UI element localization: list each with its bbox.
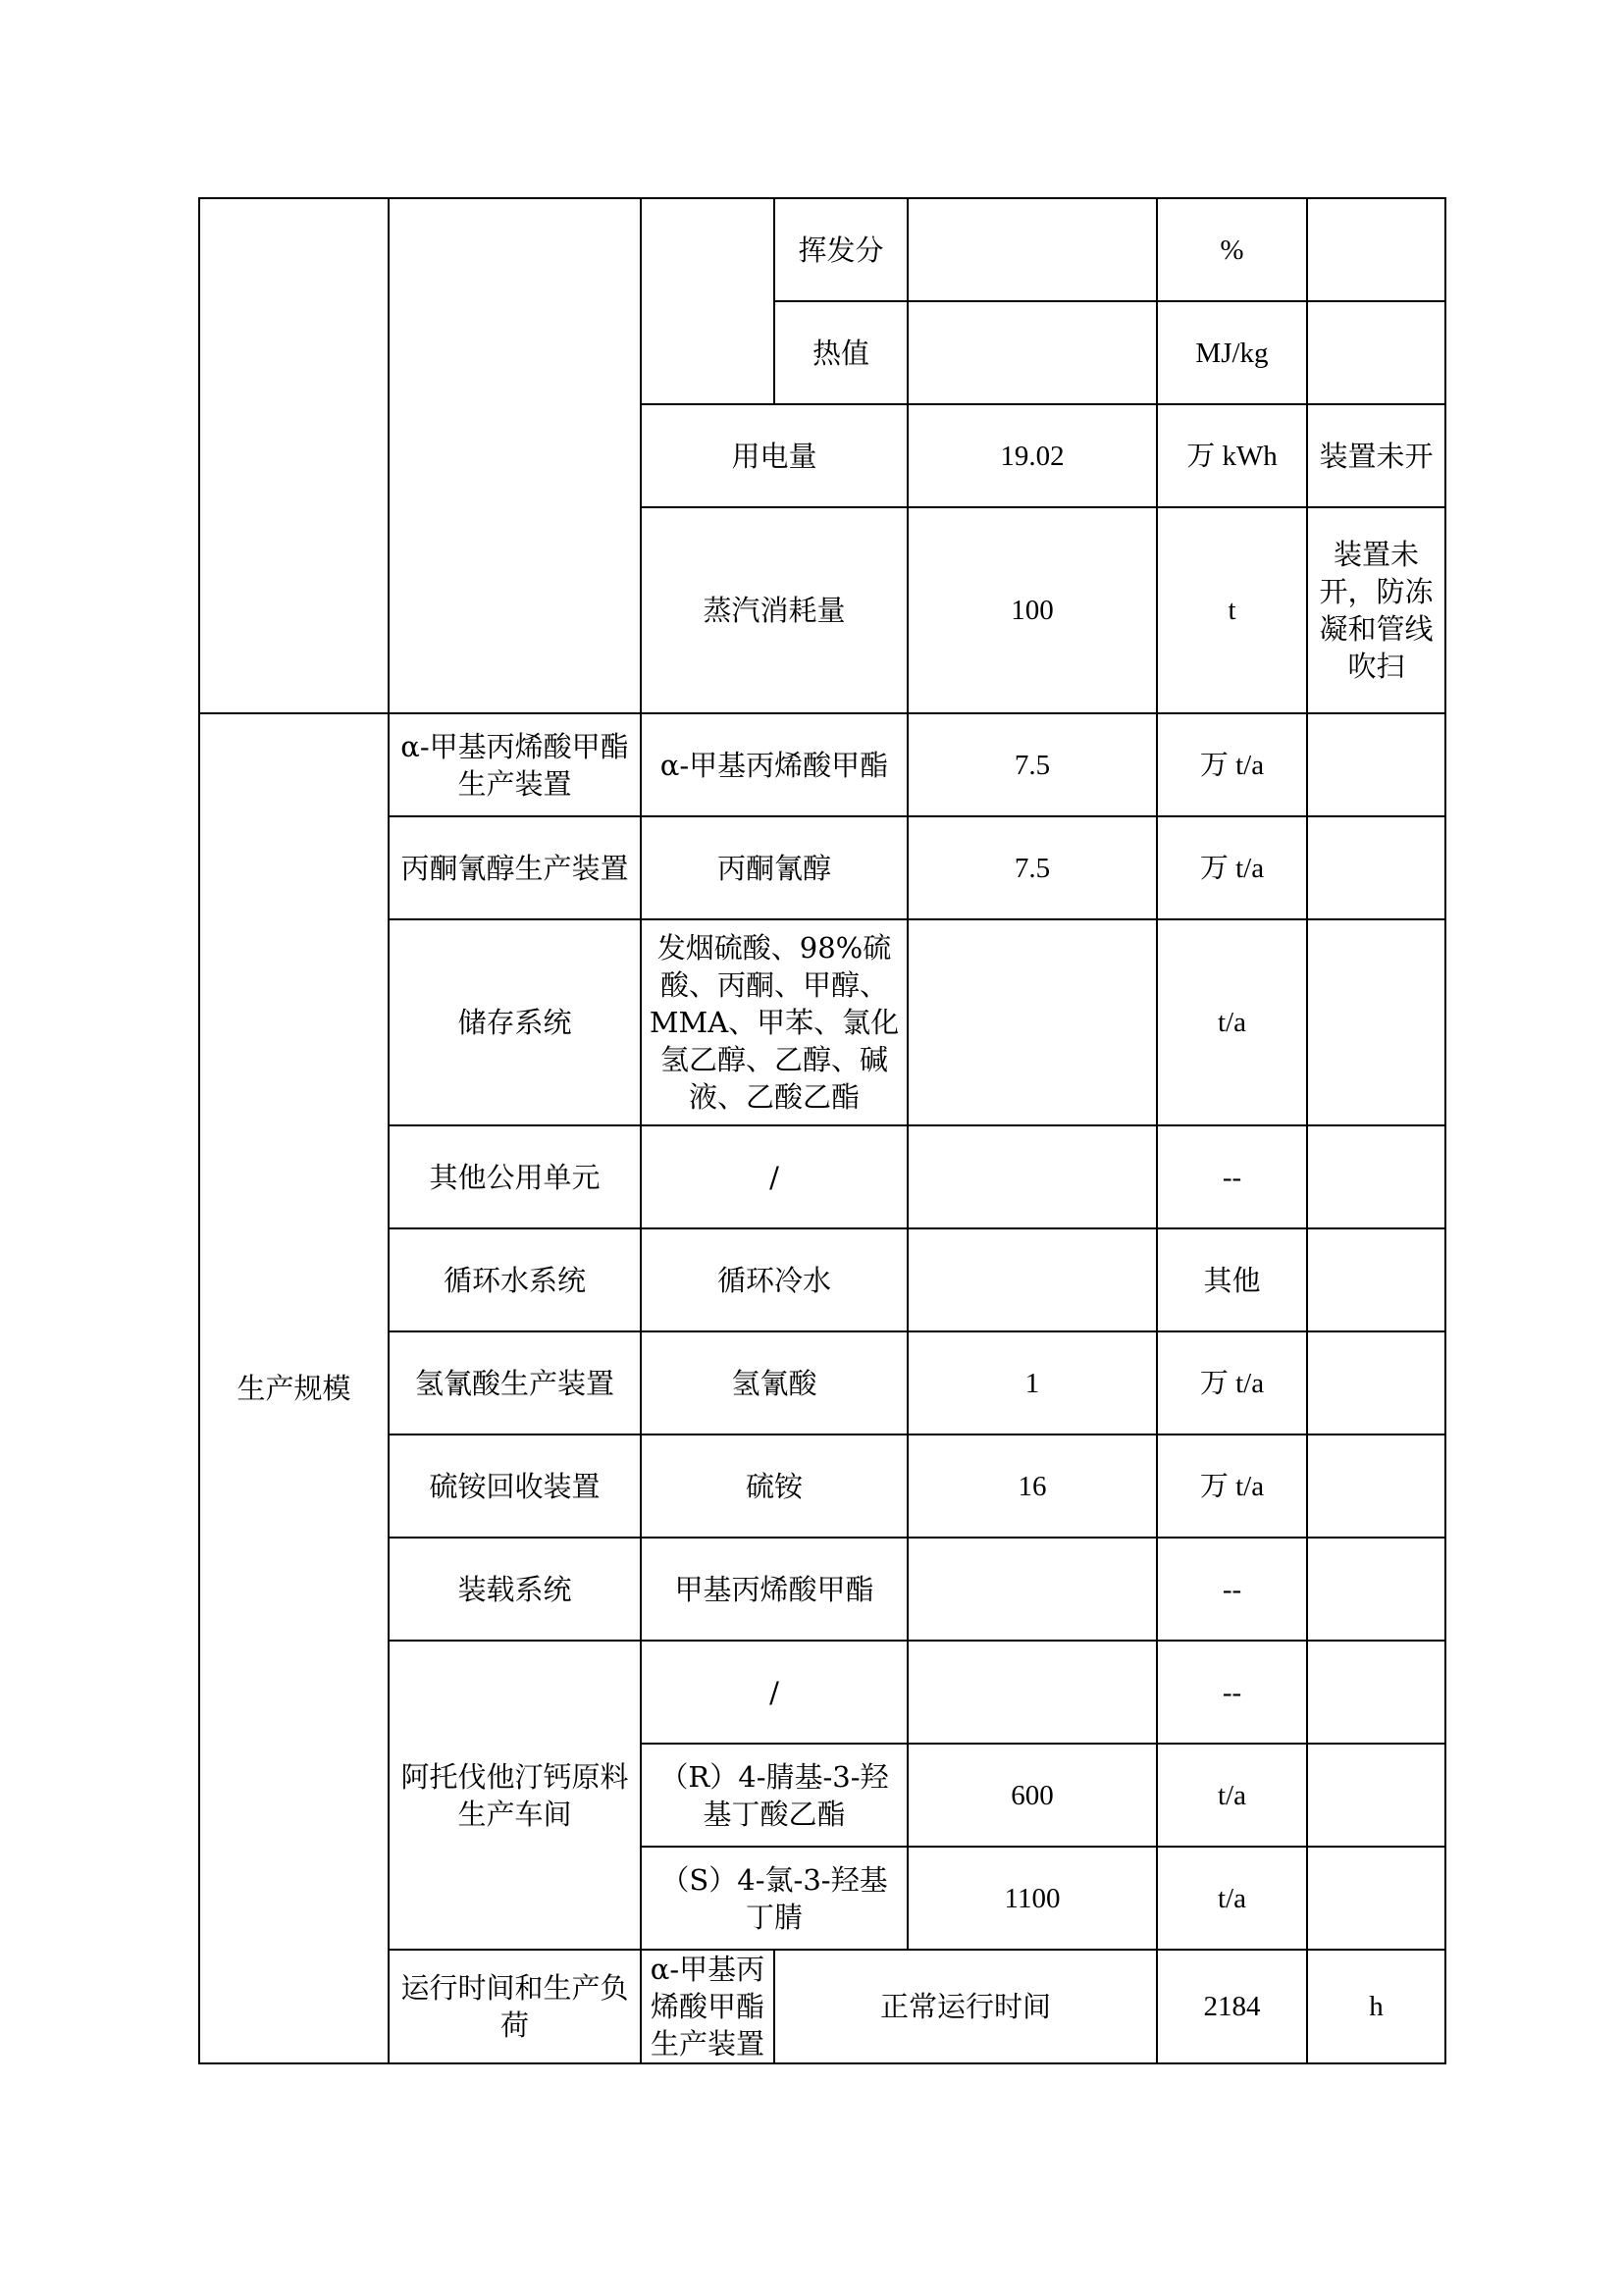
unit-cell: α-甲基丙烯酸甲酯生产装置 [389, 713, 641, 816]
value-cell: 19.02 [908, 404, 1157, 507]
note-cell [1307, 1744, 1445, 1847]
table-row [199, 713, 1445, 816]
value-cell [908, 198, 1157, 301]
unit-cell: t [1157, 507, 1307, 713]
unit-cell: 万 kWh [1157, 404, 1307, 507]
value-cell [908, 919, 1157, 1125]
unit-cell: 丙酮氰醇生产装置 [389, 816, 641, 919]
unit-cell: t/a [1157, 1744, 1307, 1847]
unit-cell: 储存系统 [389, 919, 641, 1125]
item-cell: 蒸汽消耗量 [641, 507, 908, 713]
unit-cell: t/a [1157, 1847, 1307, 1950]
unit-cell: 循环水系统 [389, 1228, 641, 1331]
unit-cell: h [1307, 1950, 1445, 2063]
value-cell: 7.5 [908, 816, 1157, 919]
value-cell [908, 1538, 1157, 1641]
value-cell: 16 [908, 1434, 1157, 1538]
item-cell: 正常运行时间 [774, 1950, 1157, 2063]
note-cell [1307, 919, 1445, 1125]
note-cell [1307, 1434, 1445, 1538]
value-cell: 100 [908, 507, 1157, 713]
product-cell: / [641, 1641, 908, 1744]
unit-cell: t/a [1157, 919, 1307, 1125]
unit-cell: 装载系统 [389, 1538, 641, 1641]
item-sub-cell: 热值 [774, 301, 908, 404]
item-sub-cell: 挥发分 [774, 198, 908, 301]
item-cell: 用电量 [641, 404, 908, 507]
category-cell [199, 198, 389, 713]
note-cell [1307, 1641, 1445, 1744]
value-cell: 2184 [1157, 1950, 1307, 2063]
unit-cell: 其他 [1157, 1228, 1307, 1331]
data-table [198, 197, 1446, 2064]
value-cell [908, 1228, 1157, 1331]
unit-cell: -- [1157, 1125, 1307, 1228]
item-cell [641, 198, 774, 404]
unit-cell: 硫铵回收装置 [389, 1434, 641, 1538]
value-cell [908, 1641, 1157, 1744]
note-cell [1307, 301, 1445, 404]
value-cell [908, 301, 1157, 404]
unit-cell [389, 198, 641, 713]
value-cell: 1100 [908, 1847, 1157, 1950]
note-cell [1307, 1228, 1445, 1331]
note-cell [1307, 1331, 1445, 1434]
product-cell: （S）4-氯-3-羟基丁腈 [641, 1847, 908, 1950]
note-cell: 装置未开，防冻凝和管线吹扫 [1307, 507, 1445, 713]
product-cell: 丙酮氰醇 [641, 816, 908, 919]
product-cell: 氢氰酸 [641, 1331, 908, 1434]
unit-cell: 万 t/a [1157, 1434, 1307, 1538]
value-cell: 7.5 [908, 713, 1157, 816]
product-cell: 循环冷水 [641, 1228, 908, 1331]
product-cell: 甲基丙烯酸甲酯 [641, 1538, 908, 1641]
product-cell: （R）4-腈基-3-羟基丁酸乙酯 [641, 1744, 908, 1847]
unit-cell: 万 t/a [1157, 713, 1307, 816]
product-cell: 发烟硫酸、98%硫酸、丙酮、甲醇、MMA、甲苯、氯化氢乙醇、乙醇、碱液、乙酸乙酯 [641, 919, 908, 1125]
category-cell: 生产规模 [199, 713, 389, 2063]
unit-cell: 氢氰酸生产装置 [389, 1331, 641, 1434]
unit-cell: 万 t/a [1157, 816, 1307, 919]
note-cell: 装置未开 [1307, 404, 1445, 507]
product-cell: 硫铵 [641, 1434, 908, 1538]
unit-cell: MJ/kg [1157, 301, 1307, 404]
value-cell: 1 [908, 1331, 1157, 1434]
table-row [199, 198, 1445, 301]
product-cell: α-甲基丙烯酸甲酯 [641, 713, 908, 816]
category-cell: 运行时间和生产负荷 [389, 1950, 641, 2063]
value-cell: 600 [908, 1744, 1157, 1847]
note-cell [1307, 198, 1445, 301]
unit-cell: 其他公用单元 [389, 1125, 641, 1228]
note-cell [1307, 1125, 1445, 1228]
product-cell: / [641, 1125, 908, 1228]
unit-cell: -- [1157, 1538, 1307, 1641]
note-cell [1307, 1538, 1445, 1641]
unit-cell: -- [1157, 1641, 1307, 1744]
note-cell [1307, 1847, 1445, 1950]
unit-cell: 万 t/a [1157, 1331, 1307, 1434]
value-cell [908, 1125, 1157, 1228]
unit-cell: α-甲基丙烯酸甲酯生产装置 [641, 1950, 774, 2063]
unit-cell: 阿托伐他汀钙原料生产车间 [389, 1641, 641, 1950]
unit-cell: % [1157, 198, 1307, 301]
note-cell [1307, 816, 1445, 919]
note-cell [1307, 713, 1445, 816]
